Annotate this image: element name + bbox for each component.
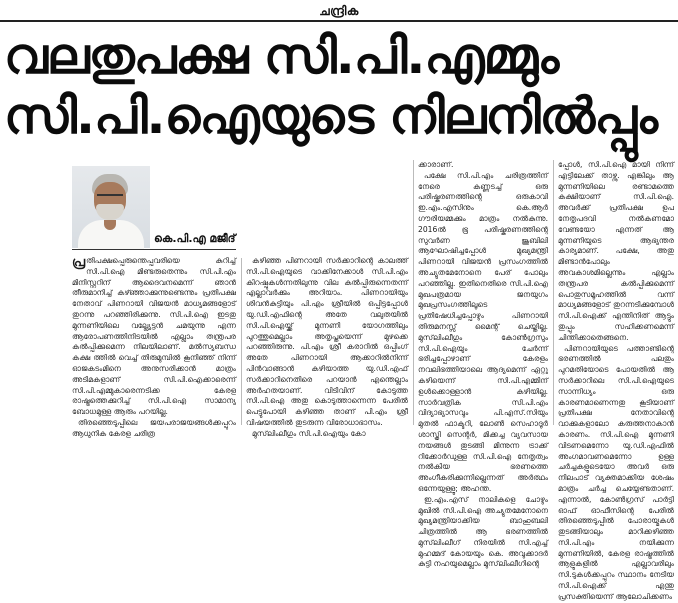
article-column-3 [418,160,548,569]
column-4-paragraph-2: പിണറായിയുടെ പത്താണ്ടിന്റെ ഭരണത്തിൽ പലതും പുറമതിയോടെ പോയതിൽ ആ സർക്കാറിലെ സി.പി.ഐയുടെ സാന്നിധ്യം ഒരു കാരണമാണെന്നതു കൂടിയാണ് പ്രതിപക്ഷ നേതാവിന്റെ വാക്കുകളാലോ കരുത്തനാകാൻ കാരണം. സി.പി.ഐ മുന്നണി വിടണമെന്നോ യു.ഡി.എഫിൽ അംഗമാവണമെന്നോ ഉള്ള ചർച്ചകളുടെയോ അവർ ഒരു നിലപാട് വ്യക്തമാക്കിയ ശേഷം മാത്രം ചർച്ച ചെയ്യേണ്ടതാണ്. എന്നാൽ, കോൺഗ്രസ് പാർട്ടി ഓഫ് ഓഫീസിന്റെ പേരിൽ തിരഞ്ഞെടുപ്പിൽ പോരായ്മകൾ തുടങ്ങിയാലും മാറിക്കഴിഞ്ഞ സി.പി.എം നയിക്കുന്ന മുന്നണിയിൽ, കേരള രാഷ്ട്രത്തിൽ ആളുകളിൽ എല്ലാവരിലും സി.ടുകൾക്കപ്പുറം സ്ഥാനം നേടിയ സി.പി.ഐക്ക് എന്തു പ്രസക്തിയെന്ന് ആലോചിക്കണം [558,343,674,601]
column-3-paragraph-2: പക്ഷേ സി.പി.എം ചരിത്രത്തിന് നേരെ കണ്ണടച്ച് ഒരു പരിഷ്കരണത്തിന്റെ ഒരുകാവി ഇ.എം.എസിനും കെ.ആർ ഗൗരിയമ്മക്കും മാത്രം നൽകുന്നു. 2016ൽ ഭൂ പരിഷ്കരണത്തിന്റെ സുവർണ ജൂബിലി ആഘോഷിച്ചപ്പോൾ മുഖ്യമന്ത്രി പിണറായി വിജയൻ പ്രസംഗത്തിൽ അച്യുതമേനോനെ പേര് പോലും പറഞ്ഞില്ല. ഇതിനെതിരെ സി.പി.ഐ മുഖപത്രമായ ജനയുഗം മുഖപ്രസംഗത്തിലൂടെ പ്രതിഷേധിച്ചപ്പോഴും പിണറായി തിരുമനസ്സ് മൈന്റ് ചെയ്തില്ല. മുസ്‌ലിംലീഗും കോൺഗ്രസും സി.പി.ഐയും ചേർന്ന് ഭരിച്ചപ്പോഴാണ് കേരളം നവലിഭത്തിയാലെ ആദ്യമെന്ന് ഏറ്റു കഴിയെന്ന് സി.പി.എമ്മിന് ഉൾക്കൊള്ളാൻ കഴിയില്ല. സാർവത്രിക സി.പി.എം വിദ്യാഭ്യാസവും പി.എസ്.സിയും മുതൽ ഫാക്ടറി, ലോൺ സെഹാദൂർ ശാസ്ത്രി സെന്റർ, മിക്കച്ച വ്യവസായ നയങ്ങൾ തുടങ്ങി മിന്നുന്ന ട്രാക്ക് റിക്കോർഡുള്ള സി.പി.ഐ നേതൃത്വം നൽകിയ ഭരണത്തെ അംഗീകരിക്കുന്നില്ലെന്നത് അർത്ഥം ഒന്നേയുള്ളു; അഹന്ത. [418,170,548,493]
top-rule [0,20,678,22]
byline-rule [72,249,236,250]
column-divider [241,258,242,425]
column-1-paragraph-2: തിരഞ്ഞെടുപ്പിലെ ജയപരാജയങ്ങൾക്കപ്പുറം ആധുനിക കേരള ചരിത്ര [72,417,236,438]
headline-line-1: വലതുപക്ഷ സി.പി.എമ്മും [4,27,559,85]
column-divider [553,160,554,425]
column-2-paragraph-1: കഴിഞ്ഞ പിണറായി സർക്കാറിന്റെ കാലത്ത് സി.പി.ഐയുടെ വാക്കിനേക്കാൾ സി.പി.എം കിറഷ്പുകൾന്നതിലുന്നു വില കൽപ്പിരുന്നെതന്ന് എല്ലാവർക്കും അറിയാം. പിണറായിയും ശിവൻകുട്ടിയും പി.എം ശ്രീയിൽ ഒപ്പിട്ടപ്പോൾ യു.ഡി.എഫിന്റെ അതേ വലുതയിൽ സി.പി.ഐയ്ക്ക് മുന്നണി യോഗത്തിലും പുറത്തുമെല്ലാം അതൃപ്തയെന്ന് മുഴക്കെ പറഞ്ഞിരുന്നു. പി.എം ശ്രീ കരാറിൽ ഒപ്പിംഗ് അതേ പിണറായി ആക്കാറിൽനിന്ന് പിൻവാങ്ങാൻ കഴിയാത്ത യു.ഡി.എഫ് സർക്കാറിനെതിരെ പറയാൻ എന്തെല്ലാം അർഹതയാണ്. വിടിവിന് കോടുത്ത സി.പി.ഐ അതു കൊടുത്താന്നെന്ന പേരിൽ പെട്ടുപോയി കഴിഞ്ഞ താണ് പി.എം ശ്രീ വിഷയത്തിൽ തുടരുന്ന വിരോധാഭാസം. [246,256,408,427]
article-column-2 [246,256,408,438]
column-divider [413,160,414,425]
column-3-paragraph-3: ഇ.എം.എസ് നാലികളെ ചോഴും മുഖിൽ സി.പി.ഐ അച്യുതമേനോനെ മുഖ്യമന്ത്രിയാക്കിയ ബാഹുബലി ചിത്രത്തിൽ ആ ഭരണത്തിൽ മുസ്‌ലിംലീഗ് നിരയിൽ സി.എച്ച് മുഹമ്മദ് കോയയും കെ. അവുക്കാദർ കുട്ടി നഹയുമെല്ലാം മുസ്‌ലിംലീഗിന്റെ [418,494,548,569]
author-byline: കെ.പി.എ മജീദ് [154,232,236,245]
author-photo [72,166,150,248]
column-4-paragraph-1: പ്പോൾ, സി.പി.ഐ മായി നിന്ന് എട്ടിലേക്ക് താഴ്ന്നു. എങ്കിലും ആ മുന്നണിയിലെ രണ്ടാമത്തെ കക്ഷിയാണ് സി.പി.ഐ. അവർക്ക് പ്രതിപക്ഷ ഉപ നേതൃപദവി നൽകണമോ വേണ്ടയോ എന്നത് ആ മുന്നണിയുടെ ആഭ്യന്തര കാര്യമാണ്. പക്ഷേ, അതു മിണ്ടാൻപോലും അവകാശമില്ലെന്നും എല്ലാം തന്ത്രപര കൽപ്പിക്കുമെന്ന് പൊതുസമൂഹത്തിൽ വന്ന് മാധ്യമങ്ങളോട് തുറന്നടിക്കുമ്പോൾ സി.പി.ഐക്ക് എന്തിനിത് ആട്ടും തുപ്പും സഹിക്കണമെന്ന് ചിന്തിക്കാതെങ്ങനെ. [558,160,674,342]
drop-cap: പ്ര [72,255,86,270]
column-1-paragraph-1: തിപക്ഷപ്പെരുന്തെപ്പവരിയെ കുറിച്ച് സി.പി.ഐ മിണ്ടരുതെന്നും സി.പി.എം മിനിസ്റ്ററിന് ആദൈവനമെന്ന് ഞാൻ തീരുമാനിച്ച് കഴ്ഞ്ഞാക്കുന്നുണ്ടെന്നും പ്രതിപക്ഷ നേതാവ് പിണറായി വിജയൻ മാധ്യമങ്ങളോട് തുറന്നു പറഞ്ഞിരിക്കുന്നു. സി.പി.ഐ ഇടതു മുന്നണിയിലെ വല്ല്യേട്ടൻ ചമയുന്നു എന്ന ആരോപണത്തിനിടയിൽ എല്ലാം തന്ത്രപര കൽപ്പിക്കുമെന്ന നിലയിലാണ്. മൽസ്യബന്ധ കക്ഷ ത്തിൽ വെച്ച് തിരുമുമ്പിൽ കൂനിഞ്ഞ് നിന്ന് ഓജകടംമിനെ അനുസരിക്കാൻ മാത്രം അടിമകളാണ് സി.പി.ഐക്കാരെന്ന് സി.പി.എമ്മുകാരെന്നടിക്ക കേരള രാഷ്ട്രത്തെക്കുറിച്ച് സി.പി.ഐ സാമാന്യ ബോധമുള്ള ആരും പറയില്ല. [72,256,236,417]
column-3-paragraph-1: ക്കാരാണ്. [418,160,454,169]
masthead [0,0,678,20]
column-2-paragraph-2: മുസ്‌ലിംലീഗും സി.പി.ഐയും കോ [252,428,366,438]
article-column-4 [558,160,674,601]
newspaper-name: ചന്ദ്രിക [319,4,359,18]
article-column-1 [72,255,236,438]
headline-line-2: സി.പി.ഐയുടെ നിലനിൽപ്പും [4,87,657,145]
